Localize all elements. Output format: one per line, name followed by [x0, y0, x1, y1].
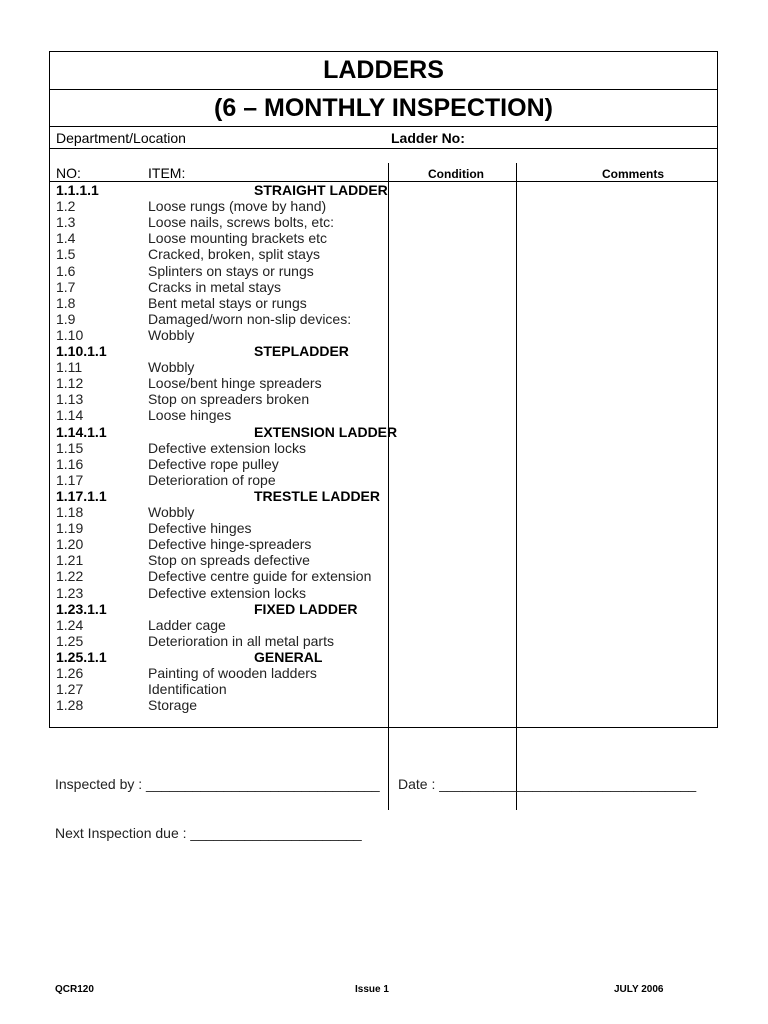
item-description: Storage	[148, 697, 198, 714]
checklist-row	[50, 230, 717, 246]
item-number: 1.13	[56, 391, 84, 408]
item-number: 1.23	[56, 584, 84, 601]
section-title: STRAIGHT LADDER	[254, 182, 388, 198]
next-inspection-field: Next Inspection due : ______________________	[55, 825, 362, 841]
checklist-row	[50, 504, 717, 520]
item-description: Deterioration in all metal parts	[148, 632, 334, 649]
section-title: STEPLADDER	[254, 343, 349, 359]
checklist-row	[50, 568, 717, 584]
divider	[50, 148, 717, 149]
checklist-row	[50, 440, 717, 456]
item-description: Damaged/worn non-slip devices:	[148, 310, 352, 327]
item-number: 1.19	[56, 520, 84, 537]
item-number: 1.12	[56, 375, 84, 392]
checklist-row	[50, 697, 717, 713]
item-number: 1.24	[56, 616, 84, 633]
item-description: Loose nails, screws bolts, etc:	[148, 214, 334, 231]
item-description: Defective extension locks	[148, 584, 306, 601]
checklist-row	[50, 327, 717, 343]
item-number: 1.3	[56, 214, 76, 231]
item-description: Identification	[148, 681, 227, 698]
item-description: Defective hinge-spreaders	[148, 536, 312, 553]
item-number: 1.11	[56, 359, 83, 376]
issue-number: Issue 1	[355, 984, 389, 995]
item-number: 1.21	[56, 552, 84, 569]
inspected-by-field: Inspected by : ______________________________	[55, 776, 380, 792]
item-number: 1.14.1.1	[56, 423, 107, 440]
item-description: Loose mounting brackets etc	[148, 230, 327, 247]
checklist-row	[50, 214, 717, 230]
form-subtitle: (6 – MONTHLY INSPECTION)	[214, 94, 553, 122]
column-header-condition: Condition	[428, 167, 484, 181]
item-description: Painting of wooden ladders	[148, 665, 317, 681]
item-number: 1.5	[56, 246, 76, 263]
form-code: QCR120	[55, 984, 94, 995]
item-description: Deterioration of rope	[148, 471, 276, 488]
condition-column-divider	[388, 163, 389, 810]
item-description: Loose rungs (move by hand)	[148, 198, 327, 215]
item-number: 1.1.1.1	[56, 182, 99, 198]
checklist-row	[50, 681, 717, 697]
item-number: 1.18	[56, 504, 84, 520]
date-field: Date : _________________________________	[398, 776, 697, 792]
item-number: 1.8	[56, 294, 76, 311]
item-number: 1.27	[56, 681, 84, 698]
item-number: 1.25.1.1	[56, 648, 107, 665]
checklist-row	[50, 279, 717, 295]
item-number: 1.20	[56, 536, 84, 553]
column-header-comments: Comments	[602, 167, 665, 181]
item-description: Loose/bent hinge spreaders	[148, 375, 322, 392]
section-heading-row	[50, 601, 717, 617]
comments-column-divider	[516, 163, 517, 810]
checklist-row	[50, 665, 717, 681]
item-number: 1.26	[56, 665, 84, 681]
inspection-form-frame	[49, 51, 718, 728]
checklist-row	[50, 295, 717, 311]
item-description: Ladder cage	[148, 616, 226, 633]
item-number: 1.4	[56, 230, 76, 247]
checklist-row	[50, 456, 717, 472]
item-number: 1.23.1.1	[56, 600, 107, 617]
item-description: Splinters on stays or rungs	[148, 262, 314, 279]
checklist-row	[50, 520, 717, 536]
checklist-row	[50, 263, 717, 279]
item-number: 1.17	[56, 471, 84, 488]
item-description: Wobbly	[148, 359, 195, 376]
item-number: 1.14	[56, 407, 84, 424]
item-description: Defective hinges	[148, 520, 252, 537]
ladder-no-label: Ladder No:	[391, 130, 465, 146]
checklist-row	[50, 472, 717, 488]
checklist-row	[50, 407, 717, 423]
item-description: Wobbly	[148, 504, 195, 520]
department-location-label: Department/Location	[56, 130, 186, 146]
checklist-row	[50, 552, 717, 568]
item-description: Wobbly	[148, 326, 195, 343]
checklist-row	[50, 391, 717, 407]
section-title: EXTENSION LADDER	[254, 423, 398, 440]
section-title: FIXED LADDER	[254, 600, 358, 617]
checklist-row	[50, 198, 717, 214]
section-heading-row	[50, 488, 717, 504]
checklist-row	[50, 585, 717, 601]
checklist-row	[50, 359, 717, 375]
item-number: 1.10.1.1	[56, 343, 107, 359]
checklist-row	[50, 633, 717, 649]
item-number: 1.2	[56, 198, 76, 215]
section-heading-row	[50, 424, 717, 440]
column-header-item: ITEM:	[148, 165, 186, 181]
item-number: 1.10	[56, 326, 84, 343]
item-description: Cracks in metal stays	[148, 278, 282, 295]
checklist-row	[50, 246, 717, 262]
item-number: 1.25	[56, 632, 84, 649]
section-heading-row	[50, 343, 717, 359]
item-number: 1.28	[56, 697, 84, 714]
item-description: Stop on spreaders broken	[148, 391, 310, 408]
item-description: Cracked, broken, split stays	[148, 246, 320, 263]
item-description: Defective centre guide for extension	[148, 568, 372, 585]
section-heading-row	[50, 182, 717, 198]
item-number: 1.22	[56, 568, 84, 585]
divider	[50, 126, 717, 127]
item-number: 1.7	[56, 278, 76, 295]
item-description: Bent metal stays or rungs	[148, 294, 307, 311]
checklist-row	[50, 536, 717, 552]
issue-date: JULY 2006	[614, 984, 664, 995]
item-number: 1.16	[56, 455, 84, 472]
item-number: 1.15	[56, 439, 84, 456]
item-description: Loose hinges	[148, 407, 232, 424]
item-description: Stop on spreads defective	[148, 552, 310, 569]
item-number: 1.17.1.1	[56, 487, 107, 504]
section-title: TRESTLE LADDER	[254, 487, 380, 504]
checklist-row	[50, 617, 717, 633]
section-heading-row	[50, 649, 717, 665]
item-description: Defective rope pulley	[148, 455, 279, 472]
item-description: Defective extension locks	[148, 439, 306, 456]
column-header-no: NO:	[56, 165, 81, 181]
section-title: GENERAL	[254, 648, 323, 665]
item-number: 1.9	[56, 310, 76, 327]
checklist-row	[50, 375, 717, 391]
item-number: 1.6	[56, 262, 76, 279]
checklist-row	[50, 311, 717, 327]
form-title: LADDERS	[323, 56, 444, 84]
